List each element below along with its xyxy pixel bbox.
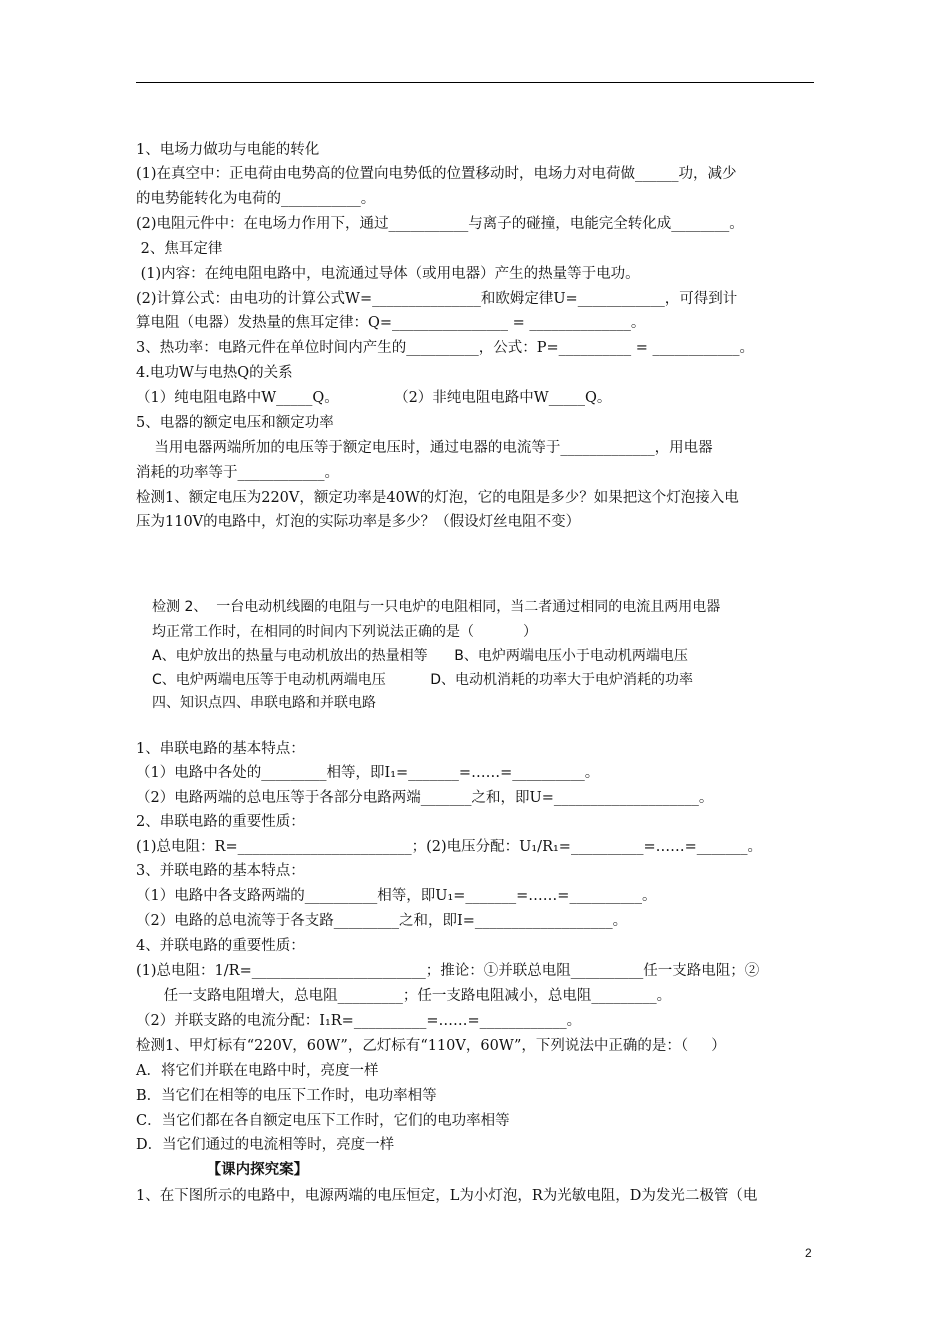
text-line: A、电炉放出的热量与电动机放出的热量相等 B、电炉两端电压小于电动机两端电压 bbox=[152, 648, 688, 664]
option-b: B．当它们在相等的电压下工作时，电功率相等 bbox=[136, 1088, 437, 1104]
header-rule bbox=[136, 82, 814, 83]
text-line: 3、热功率：电路元件在单位时间内产生的__________，公式：P=__________ = ____________。 bbox=[136, 340, 754, 356]
section-heading: 【课内探究案】 bbox=[136, 1161, 309, 1178]
text-line: (2)电阻元件中：在电场力作用下，通过___________与离子的碰撞，电能完全转化成________。 bbox=[136, 216, 744, 232]
text-line: 5、电器的额定电压和额定功率 bbox=[136, 415, 334, 431]
option-c: C．当它们都在各自额定电压下工作时，它们的电功率相等 bbox=[136, 1113, 510, 1129]
text-line: 1、串联电路的基本特点： bbox=[136, 741, 305, 757]
text-line: （1）电路中各处的_________相等，即I₁=_______=……=__________。 bbox=[136, 765, 600, 781]
text-line: 消耗的功率等于____________。 bbox=[136, 465, 339, 481]
text-line: (1)内容：在纯电阻电路中，电流通过导体（或用电器）产生的热量等于电功。 bbox=[136, 266, 640, 282]
text-line: 2、串联电路的重要性质： bbox=[136, 814, 305, 830]
text-line: 检测 2、 一台电动机线圈的电阻与一只电炉的电阻相同，当二者通过相同的电流且两用电器 bbox=[152, 599, 721, 615]
text-line: 4.电功W与电热Q的关系 bbox=[136, 365, 293, 381]
text-line: 检测1、额定电压为220V，额定功率是40W的灯泡，它的电阻是多少？如果把这个灯泡接入电 bbox=[136, 490, 739, 506]
text-line: 当用电器两端所加的电压等于额定电压时，通过电器的电流等于_____________，用电器 bbox=[136, 440, 713, 456]
text-line: （1）纯电阻电路中W_____Q。 （2）非纯电阻电路中W_____Q。 bbox=[136, 390, 612, 406]
page-number: 2 bbox=[805, 1246, 812, 1260]
option-a: A．将它们并联在电路中时，亮度一样 bbox=[136, 1063, 379, 1079]
text-line: 4、并联电路的重要性质： bbox=[136, 938, 305, 954]
text-line: 1、在下图所示的电路中，电源两端的电压恒定，L为小灯泡，R为光敏电阻，D为发光二极管（电 bbox=[136, 1188, 758, 1204]
text-line: C、电炉两端电压等于电动机两端电压 D、电动机消耗的功率大于电炉消耗的功率 bbox=[152, 672, 694, 688]
text-line: 2、焦耳定律 bbox=[136, 241, 223, 257]
text-line: 1、电场力做功与电能的转化 bbox=[136, 142, 320, 158]
text-line: 算电阻（电器）发热量的焦耳定律：Q=________________ = ______________。 bbox=[136, 315, 646, 331]
text-line: （2）电路两端的总电压等于各部分电路两端_______之和，即U=____________________。 bbox=[136, 790, 714, 806]
section-heading: 四、知识点四、串联电路和并联电路 bbox=[152, 695, 376, 711]
text-line: 压为110V的电路中，灯泡的实际功率是多少？（假设灯丝电阻不变） bbox=[136, 514, 581, 530]
text-line: 的电势能转化为电荷的___________。 bbox=[136, 191, 376, 207]
text-line: (1)总电阻：R=________________________；(2)电压分配：U₁/R₁=__________=……=_______。 bbox=[136, 839, 762, 855]
text-line: 任一支路电阻增大，总电阻_________；任一支路电阻减小，总电阻_________。 bbox=[136, 988, 672, 1004]
text-line: 检测1、甲灯标有“220V，60W”，乙灯标有“110V，60W”，下列说法中正确的是：（ ） bbox=[136, 1038, 726, 1054]
text-line: 3、并联电路的基本特点： bbox=[136, 863, 305, 879]
text-line: （2）并联支路的电流分配：I₁R=__________=……=____________。 bbox=[136, 1013, 582, 1029]
text-line: （2）电路的总电流等于各支路_________之和，即I=___________________。 bbox=[136, 913, 628, 929]
text-line: (1)在真空中：正电荷由电势高的位置向电势低的位置移动时，电场力对电荷做______功，减少 bbox=[136, 166, 737, 182]
text-line: （1）电路中各支路两端的__________相等，即U₁=_______=……=__________。 bbox=[136, 888, 657, 904]
option-d: D．当它们通过的电流相等时，亮度一样 bbox=[136, 1137, 395, 1153]
text-line: (1)总电阻：1/R=________________________；推论：①并联总电阻__________任一支路电阻；② bbox=[136, 963, 760, 979]
text-line: (2)计算公式：由电功的计算公式W=_______________和欧姆定律U=____________，可得到计 bbox=[136, 291, 738, 307]
text-line: 均正常工作时，在相同的时间内下列说法正确的是（ ） bbox=[152, 624, 537, 640]
